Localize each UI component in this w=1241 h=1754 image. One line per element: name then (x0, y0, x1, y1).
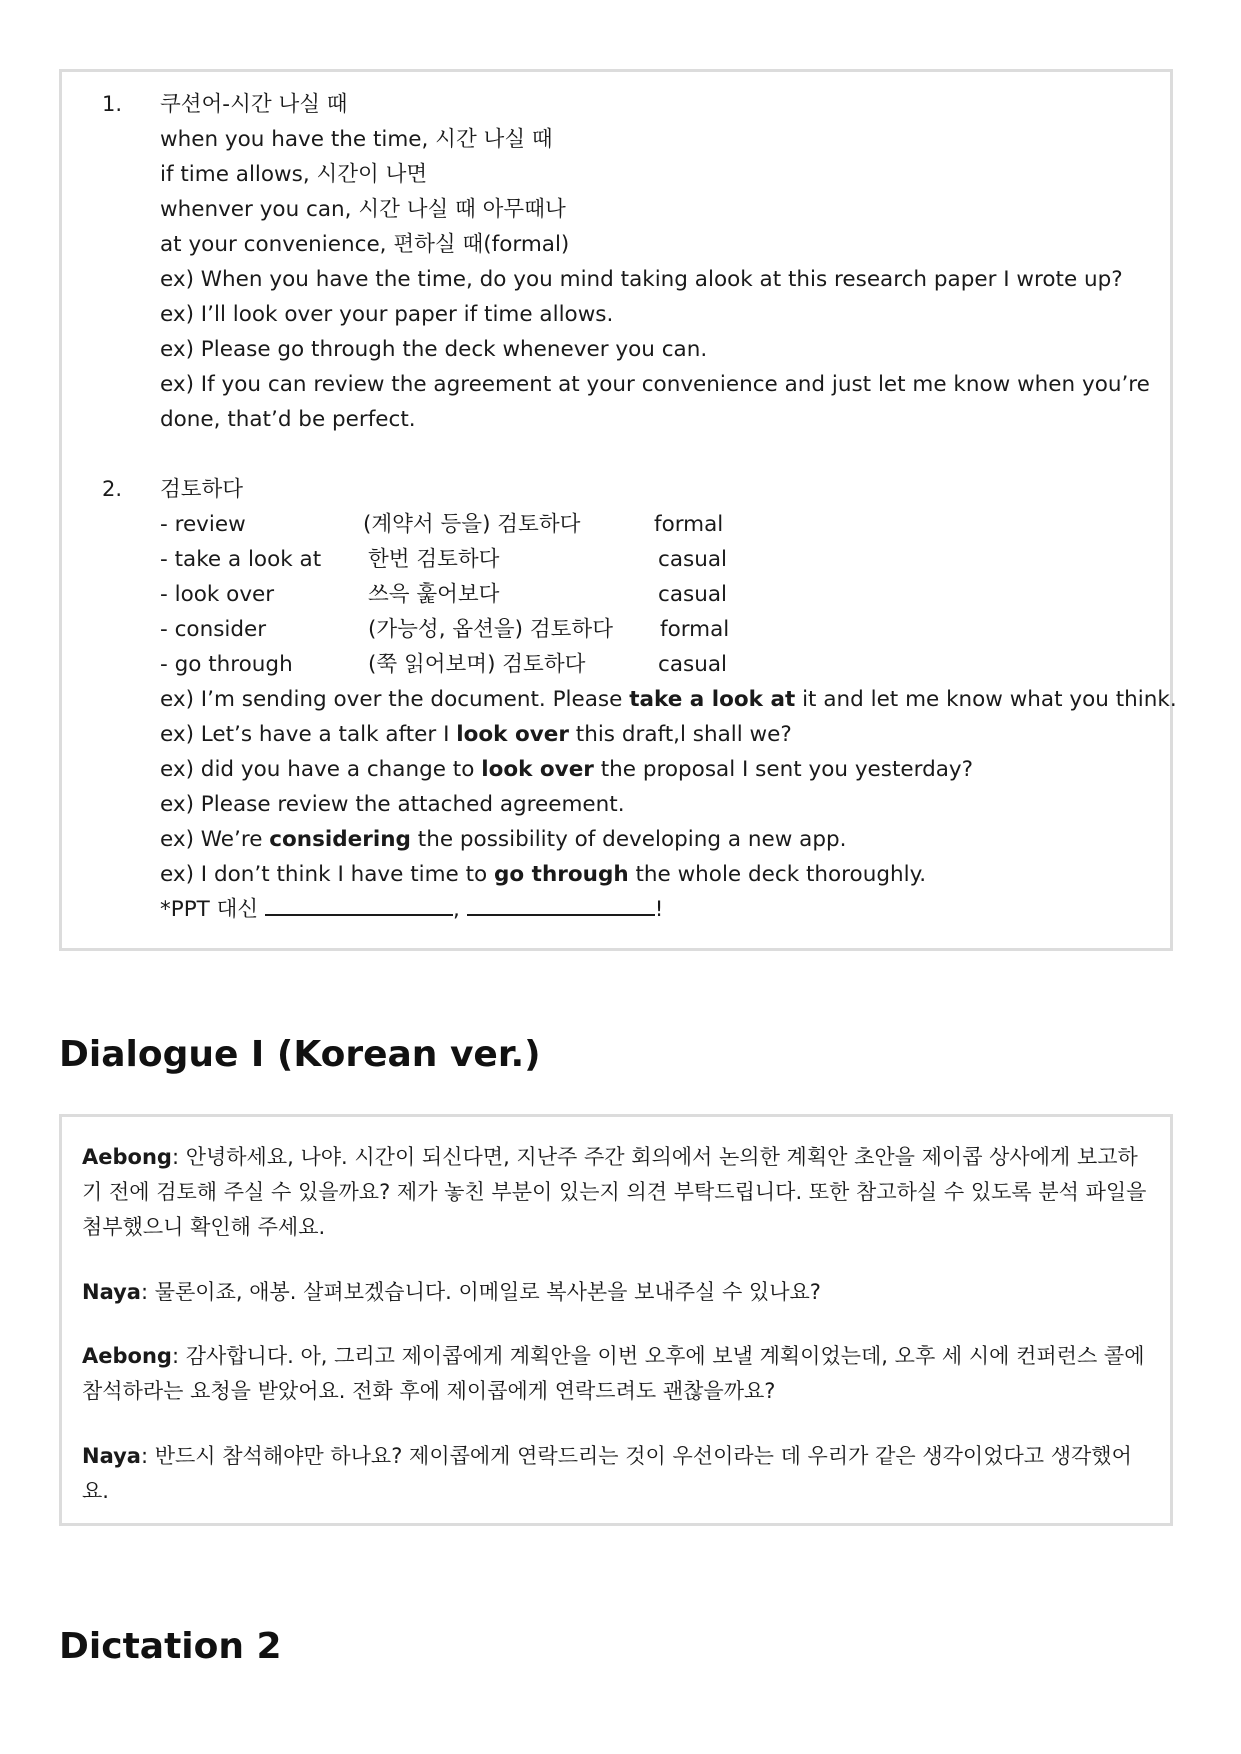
speaker-name: Aebong (82, 1344, 172, 1368)
dialogue-text: : 물론이죠, 애봉. 살펴보겠습니다. 이메일로 복사본을 보내주실 수 있나요? (140, 1280, 821, 1304)
speaker-name: Naya (82, 1280, 141, 1304)
term-english: - look over (160, 582, 275, 607)
example-sentence: ex) I don’t think I have time to go through the whole deck thoroughly. (160, 862, 927, 887)
dialogue-heading: Dialogue I (Korean ver.) (59, 1034, 541, 1075)
dialogue-text: : 감사합니다. 아, 그리고 제이콥에게 계획안을 이번 오후에 보낼 계획이었는데, 오후 세 시에 컨퍼런스 콜에 참석하라는 요청을 받았어요. 전화 후에 제이콥에게 연락드려도 괜찮을까요? (82, 1344, 1145, 1403)
dialogue-text: : 안녕하세요, 나야. 시간이 되신다면, 지난주 주간 회의에서 논의한 계획안 초안을 제이콥 상사에게 보고하기 전에 검토해 주실 수 있을까요? 제가 놓친 부분이 있는지 의견 부탁드립니다. 또한 참고하실 수 있도록 분석 파일을 첨부했으니 확인해 주세요. (82, 1145, 1147, 1239)
notes-box (59, 69, 1177, 951)
section-2-title: 검토하다 (160, 477, 244, 502)
phrase: whenver you can, 시간 나실 때 아무때나 (160, 197, 566, 222)
example-sentence: done, that’d be perfect. (160, 407, 416, 432)
term-level: casual (658, 547, 727, 572)
example-sentence: ex) If you can review the agreement at your convenience and just let me know when you’re (160, 372, 1150, 397)
dialogue-text: : 반드시 참석해야만 하나요? 제이콥에게 연락드리는 것이 우선이라는 데 우리가 같은 생각이었다고 생각했어요. (82, 1444, 1132, 1503)
example-sentence: ex) I’m sending over the document. Please take a look at it and let me know what you think. (160, 687, 1177, 712)
term-english: - review (160, 512, 246, 537)
phrase: when you have the time, 시간 나실 때 (160, 127, 553, 152)
example-sentence: ex) Let’s have a talk after I look over this draft,l shall we? (160, 722, 792, 747)
highlight-phrase: go through (494, 862, 629, 887)
term-english: - go through (160, 652, 293, 677)
highlight-phrase: considering (269, 827, 411, 852)
highlight-phrase: look over (481, 757, 594, 782)
ppt-fill-in-note: *PPT 대신 , ! (160, 892, 1160, 927)
term-row (160, 507, 1160, 542)
dialogue-turn (82, 1275, 1148, 1310)
example-sentence: ex) I’ll look over your paper if time allows. (160, 302, 614, 327)
term-level: formal (654, 512, 724, 537)
speaker-name: Naya (82, 1444, 141, 1468)
term-korean: 쓰윽 훑어보다 (368, 582, 500, 607)
example-sentence: ex) We’re considering the possibility of developing a new app. (160, 827, 847, 852)
fill-in-blank[interactable] (265, 894, 453, 916)
term-row (160, 577, 1160, 612)
term-korean: (가능성, 옵션을) 검토하다 (368, 617, 613, 642)
term-row (160, 542, 1160, 577)
term-level: formal (660, 617, 730, 642)
phrase: at your convenience, 편하실 때(formal) (160, 232, 570, 257)
term-level: casual (658, 652, 727, 677)
dialogue-box (59, 1114, 1173, 1526)
example-sentence: ex) Please review the attached agreement. (160, 792, 625, 817)
highlight-phrase: take a look at (629, 687, 796, 712)
example-sentence: ex) Please go through the deck whenever you can. (160, 337, 708, 362)
section-2-number: 2. (101, 477, 122, 501)
highlight-phrase: look over (456, 722, 569, 747)
term-level: casual (658, 582, 727, 607)
dialogue-turn (82, 1140, 1148, 1245)
dialogue-turn (82, 1339, 1148, 1409)
term-korean: (쭉 읽어보며) 검토하다 (368, 652, 586, 677)
fill-in-blank[interactable] (467, 894, 655, 916)
term-english: - consider (160, 617, 267, 642)
term-korean: 한번 검토하다 (368, 547, 500, 572)
section-2-body (160, 472, 1177, 927)
example-sentence: ex) When you have the time, do you mind taking alook at this research paper I wrote up? (160, 267, 1123, 292)
dialogue-turn (82, 1439, 1148, 1509)
term-english: - take a look at (160, 547, 322, 572)
section-1-body (160, 87, 1160, 437)
speaker-name: Aebong (82, 1145, 172, 1169)
term-row (160, 612, 1160, 647)
section-1-title: 쿠션어-시간 나실 때 (160, 92, 348, 117)
term-korean: (계약서 등을) 검토하다 (363, 512, 581, 537)
section-1-number: 1. (101, 92, 122, 116)
dictation-heading: Dictation 2 (59, 1626, 282, 1667)
example-sentence: ex) did you have a change to look over the proposal I sent you yesterday? (160, 757, 974, 782)
phrase: if time allows, 시간이 나면 (160, 162, 428, 187)
term-row (160, 647, 1160, 682)
